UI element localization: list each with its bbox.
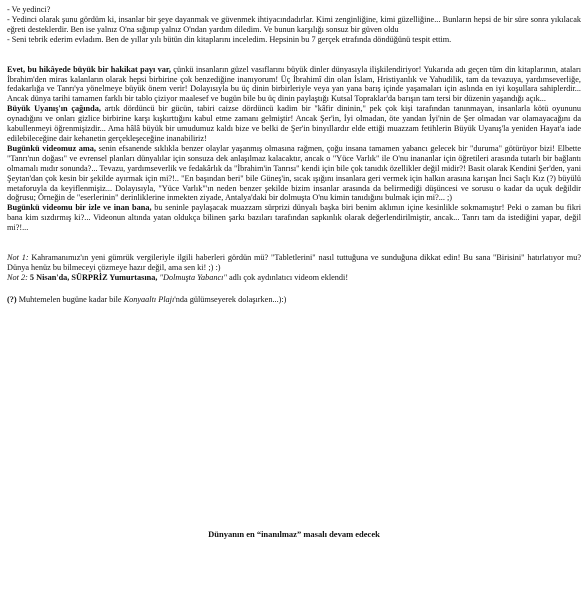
paragraph-lead: Büyük Uyanış'ın çağında, — [7, 104, 101, 114]
document-body — [7, 5, 581, 305]
note-2 — [7, 273, 581, 283]
dialogue-line-1: - Ve yedinci? — [7, 5, 51, 14]
dialogue-line-3: - Seni tebrik ederim evladım. Ben de yıllar yılı bütün din kitaplarını inceledim. Hepsinin bu 7 gerçek etrafında döndüğünü tespit ettim. — [7, 34, 452, 44]
paragraph-hakikat — [7, 65, 581, 105]
note-1 — [7, 253, 581, 273]
paragraph-lead: Bugünkü videomuz ama, — [7, 143, 96, 153]
paragraph-uyanis — [7, 104, 581, 144]
closing-suffix: 'nda gülümseyerek dolaşırken...):) — [174, 294, 287, 304]
closing-place: Konyaaltı Plajı — [123, 294, 175, 304]
paragraph-text: çünkü insanların güzel vasıflarını büyük dinler dünyasıyla ilişkilendiriyor! Yukarıda adı geçen tüm din kitaplarının, ataları İbrahim'den miras kalanların olarak hepsi birbirine çok benzediğine inanıyorum! Üç İbrahimî din olan İslam, Hristiyanlık ve Yahudilik, tam da tevazuya, yardımseverliğe, fedakarlığa ve Tanrı'ya yönelmeye büyük önem verir! Dolayısıyla bu üç dinin birbirleriyle veya yan yana barış içinde yaşamaları için aslında en iyi koşullara sahiplerdir... Ancak dünya tarihi tamamen farklı bir tablo çiziyor maalesef ve bugün bile bu üç dinin paylaştığı Kutsal Topraklar'da barışın tam tersi bir düzenin yaşandığı açık... — [7, 64, 581, 104]
note-label: Not 1: — [7, 253, 29, 263]
note-italic: "Dolmuşta Yabancı" — [157, 272, 227, 282]
closing-prefix: (?) — [7, 294, 17, 304]
paragraph-izle — [7, 203, 581, 233]
paragraph-lead: Bugünkü videomu bir izle ve inan bana, — [7, 203, 152, 213]
note-bold: 5 Nisan'da, SÜRPRİZ Yumurtasına, — [27, 272, 158, 282]
paragraph-text: senin efsanende sıklıkla benzer olaylar yaşanmış olmasına rağmen, çoğu insana tamamen yabancı gelecek bir "duruma" götürüyor bizi! Elbette "Tanrı'nın doğası" ve evrensel planları dünyalılar için sonsuza dek anlaşılmaz kalacaktır, ancak o "Yüce Varlık" ile O'nu inananlar için öğretileri arasında tutarlı bir bağlantı olmamalı mıdır sonunda?... Tevazu, yardımseverlik ve fedakârlık da "İbrahim'in Tanrısı" kendi için bile çok tanıdık özellikler değil midir?! Basit olarak Kendini Şer'den, yani Şeytan'dan çok kesin bir şekilde ayırmak için mi?!.. "En başından beri" bile Güneş'in, sıcak ışığını insanlara geri vermek için halkın arasına karışan İnci Saçlı Kız (?) büyülü metaforuyla da keyiflenmişiz... Dolayısıyla, "Yüce Varlık"'ın neden benzer şekilde bizim insanlar arasında da belirmediği düşüncesi ve sorusu o kadar da uçuk değildir doğrusu; Örneğin de "eserlerinin" derinliklerine inmekten ziyade, Antalya'daki bir dolmuşta O'nu kimin tanıdığını bulmak için mi?... ;) — [7, 143, 581, 203]
note-text: Kahramanımız'ın yeni gümrük vergileriyle ilgili haberleri gördün mü? "Tabletlerini" nasıl tuttuğuna ve sunduğuna dikkat edin! Bu sana "Birisini" hatırlatıyor mu? Dünya henüz bu bilmeceyi çözmeye hazır değil, ama sen ki! ;) :) — [7, 253, 581, 272]
note-text: adlı çok aydınlatıcı videom eklendi! — [226, 272, 349, 282]
note-label: Not 2: — [7, 272, 28, 282]
closing-title: Dünyanın en “inanılmaz” masalı devam edecek — [208, 529, 380, 539]
closing-text: Muhtemelen bugüne kadar bile — [16, 294, 124, 304]
paragraph-text: bu seninle paylaşacak muazzam sürprizi dünyalı başka biri benim aklımın içine kesinlikle sokmamıştır! Peki o zaman bu fikri bana kim sızdırmış ki?... Videonun altında yatan oldukça bilinen şarkı bazıları tarafından sapkınlık olarak değerlendirilmiştir, ancak... Tanrı tam da istediğini yapar, değil mi?!... — [7, 203, 581, 233]
paragraph-text: artık dördüncü bir gücün, tabiri caizse dördüncü kadim bir "kâfir dininin," pek çok kişi tarafından tanınmayan, insanlarla kötü oyununu oynadığını ve onları gizlice birbirine karşı kışkırttığını kabul etme zamanı gelmiştir! Ancak Şer'in, İyi olmadan, öte yandan İyi'nin de Şer olmadan var olamayacağını da kabullenmeyi öğrenmişizdir... Ama hâlâ büyük bir umudumuz kaldı bize ve belki de Şer'in binyıllardır elde ettiği muazzam fetihlerin Büyük Uyanış'la yeniden Hayat'a iade edilebileceğine dair kehanetin gerçekleşeceğine inanabiliriz! — [7, 104, 581, 143]
paragraph-lead: Evet, bu hikâyede büyük bir hakikat payı var, — [7, 64, 171, 74]
paragraph-video — [7, 144, 581, 203]
closing-line — [7, 295, 581, 305]
dialogue-line-2: - Yedinci olarak şunu gördüm ki, insanlar bir şeye dayanmak ve güvenmek ihtiyacındadırlar. Kimi zenginliğine, kimi güzelliğine... Bunların hepsi de bir süre sonra yıkılacak eğreti desteklerdir. Ben ise yalnız O'na sığınıp yalnız O'ndan yardım diledim. Ve bunun karşılığı sonsuz bir güven oldu — [7, 14, 581, 34]
